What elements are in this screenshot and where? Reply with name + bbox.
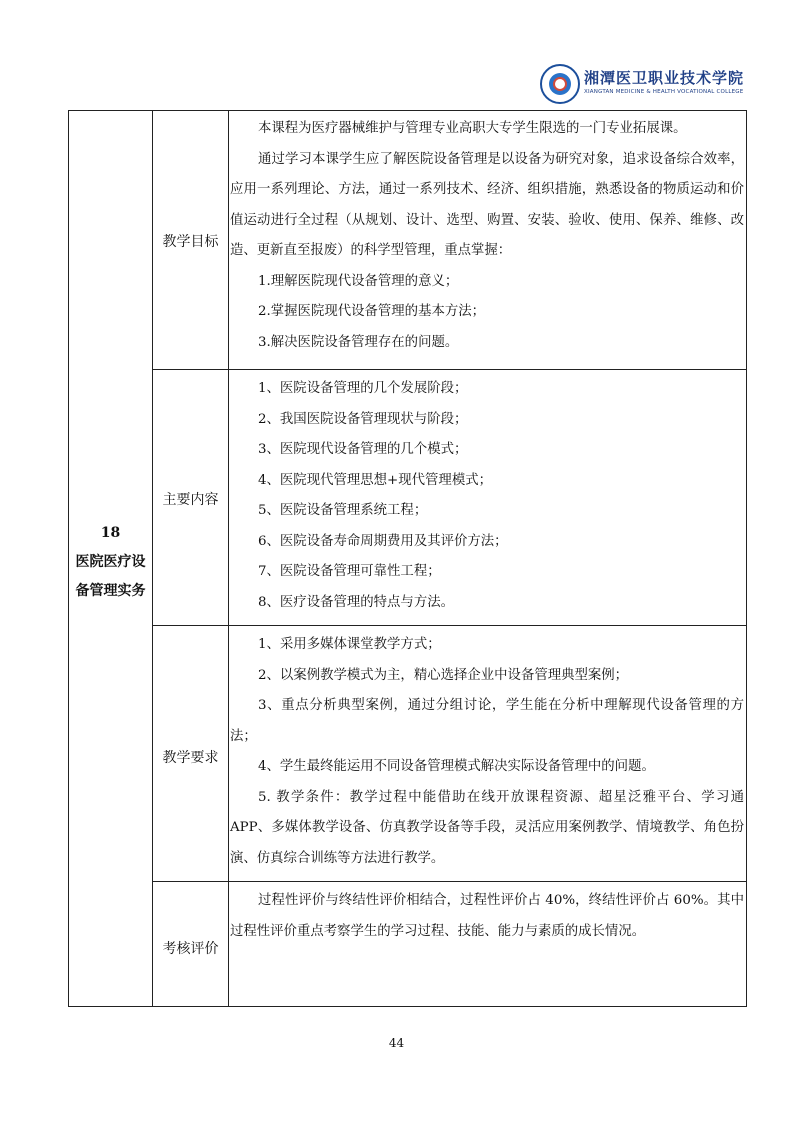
content-label: 主要内容: [162, 492, 219, 508]
content-item: 2、我国医院设备管理现状与阶段；: [258, 411, 468, 427]
row-divider: [152, 881, 746, 882]
requirement-item: 2、以案例教学模式为主，精心选择企业中设备管理典型案例；: [258, 667, 629, 683]
requirement-item: 5. 教学条件：教学过程中能借助在线开放课程资源、超星泛雅平台、学习通APP、多媒体教学设备、仿真教学设备等手段，灵活应用案例教学、情境教学、角色扮演、仿真综合训练等方法进行教学。: [230, 789, 744, 866]
content-item: 4、医院现代管理思想+现代管理模式；: [258, 472, 492, 488]
course-name-line2: 备管理实务: [75, 583, 146, 599]
content-item: 3、医院现代设备管理的几个模式；: [258, 442, 468, 457]
course-number: 18: [100, 525, 121, 541]
goals-paragraph: 2.掌握医院现代设备管理的基本方法；: [258, 304, 486, 319]
assessment-content: [230, 886, 744, 947]
college-name-cn: 湘潭医卫职业技术学院: [584, 69, 745, 87]
requirement-item: 3、重点分析典型案例，通过分组讨论，学生能在分析中理解现代设备管理的方法；: [230, 698, 744, 744]
course-name-line1: 医院医疗设: [75, 554, 146, 570]
content-item: 5、医院设备管理系统工程；: [258, 503, 428, 518]
goals-paragraph: 1.理解医院现代设备管理的意义；: [258, 273, 459, 289]
main-content: [230, 374, 744, 618]
requirement-item: 4、学生最终能运用不同设备管理模式解决实际设备管理中的问题。: [258, 759, 655, 774]
requirements-content: [230, 630, 744, 874]
row-divider: [152, 369, 746, 370]
assessment-label: 考核评价: [162, 941, 219, 957]
college-name-en: XIANGTAN MEDICINE & HEALTH VOCATIONAL COLLEGE: [584, 89, 744, 95]
goals-label: 教学目标: [162, 234, 219, 250]
assessment-paragraph: 过程性评价与终结性评价相结合，过程性评价占 40%，终结性评价占 60%。其中过程性评价重点考察学生的学习过程、技能、能力与素质的成长情况。: [230, 893, 744, 939]
requirement-item: 1、采用多媒体课堂教学方式；: [258, 637, 441, 652]
goals-paragraph: 本课程为医疗器械维护与管理专业高职大专学生限选的一门专业拓展课。: [258, 121, 687, 136]
page-number: 44: [388, 1036, 405, 1050]
course-table: [68, 110, 747, 1007]
column-divider: [228, 111, 229, 1006]
content-item: 8、医疗设备管理的特点与方法。: [258, 594, 454, 610]
goals-paragraph: 通过学习本课学生应了解医院设备管理是以设备为研究对象，追求设备综合效率，应用一系列理论、方法，通过一系列技术、经济、组织措施，熟悉设备的物质运动和价值运动进行全过程（从规划、设计、选型、购置、安装、验收、使用、保养、维修、改造、更新直至报废）的科学型管理，重点掌握：: [230, 151, 744, 258]
requirements-label: 教学要求: [162, 750, 219, 766]
course-title-cell: [69, 519, 152, 606]
college-logo: [540, 64, 745, 108]
goals-content: [230, 114, 744, 358]
row-divider: [152, 625, 746, 626]
goals-paragraph: 3.解决医院设备管理存在的问题。: [258, 334, 459, 350]
content-item: 7、医院设备管理可靠性工程；: [258, 564, 441, 579]
content-item: 6、医院设备寿命周期费用及其评价方法；: [258, 533, 508, 549]
content-item: 1、医院设备管理的几个发展阶段；: [258, 381, 468, 396]
college-seal-icon: [540, 64, 580, 104]
